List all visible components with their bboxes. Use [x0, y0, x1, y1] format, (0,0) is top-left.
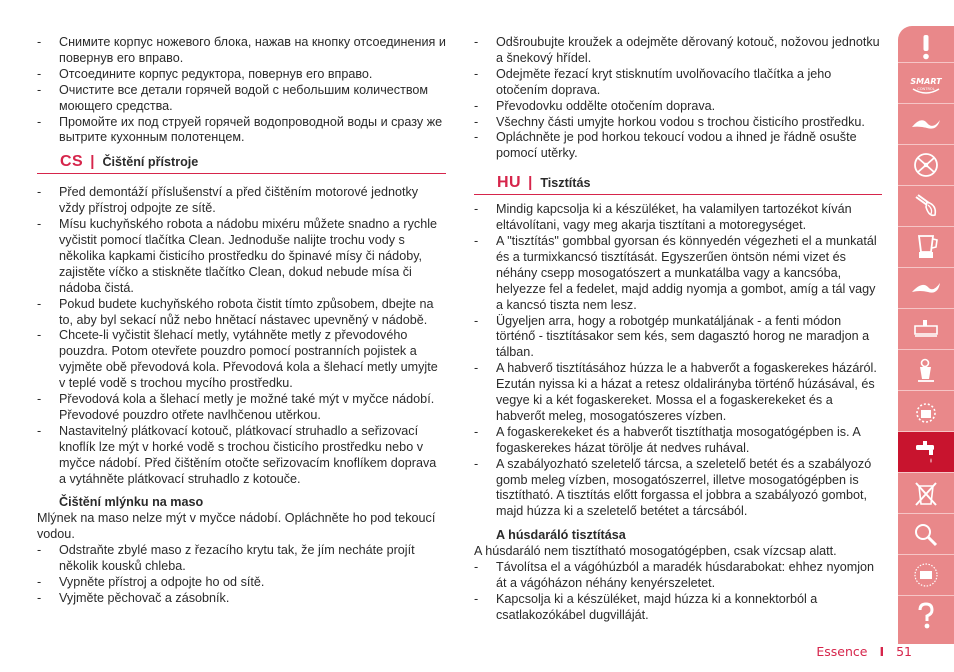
list-item: - Pokud budete kuchyňského robota čistit tímto způsobem, dbejte na to, aby byl sekací nůž nebo hnětací nástavec upevněný v nádobě. — [37, 297, 446, 329]
magnifier-icon — [909, 519, 943, 549]
list-item: - Odejměte řezací kryt stisknutím uvolňovacího tlačítka a jeho otočením doprava. — [474, 67, 882, 99]
list-item: - Odstraňte zbylé maso z řezacího krytu tak, že jím necháte projít několik kousků chleba. — [37, 543, 446, 575]
list-item: - Opláchněte je pod horkou tekoucí vodou a ihned je řádně osušte pomocí utěrky. — [474, 130, 882, 162]
tab-smart-control[interactable] — [898, 62, 954, 103]
tab-cleaning[interactable] — [898, 431, 954, 472]
list-item: - Kapcsolja ki a készüléket, majd húzza ki a konnektorból a csatlakozókábel dugvilláját. — [474, 592, 882, 624]
list-item: - Очистите все детали горячей водой с небольшим количеством моющего средства. — [37, 83, 446, 115]
list-item: - Vyjměte pěchovač a zásobník. — [37, 591, 446, 607]
cs-grinder-list — [37, 543, 446, 607]
tab-troubleshooting[interactable] — [898, 513, 954, 554]
cs-cleaning-list — [37, 185, 446, 487]
footer-separator: I — [879, 644, 885, 659]
page-number: 51 — [896, 644, 912, 659]
list-item: - Távolítsa el a vágóhúzból a maradék húsdarabokat: ehhez nyomjon át a vágóházon néhány kenyérszeletet. — [474, 560, 882, 592]
list-item: - Chcete-li vyčistit šlehací metly, vytáhněte metly z převodového pouzdra. Potom otevřete pouzdro pomocí postranních pojistek a vyjměte obě převodová kola. Převodová kola a šlehací metly umyjte v teplé vodě s trochou mycího prostředku. — [37, 328, 446, 392]
list-item: - Промойте их под струей горячей водопроводной воды и сразу же вытрите кухонным полотенцем. — [37, 115, 446, 147]
chapter-tab-sidebar — [898, 26, 954, 644]
cs-grinder-intro: Mlýnek na maso nelze mýt v myčce nádobí. Opláchněte ho pod tekoucí vodou. — [37, 511, 436, 542]
warranty-icon — [909, 560, 943, 590]
smart-control-icon — [909, 68, 943, 98]
tab-whisk-disc[interactable] — [898, 144, 954, 185]
tab-disposal[interactable] — [898, 472, 954, 513]
brand-name: Essence — [816, 644, 868, 659]
list-item: - Vypněte přístroj a odpojte ho od sítě. — [37, 575, 446, 591]
right-column — [474, 35, 882, 624]
smart-label: SMART — [910, 77, 942, 86]
cs-grinder-list-continued — [474, 35, 882, 162]
cleaning-tap-icon — [909, 437, 943, 467]
hu-grinder-list — [474, 560, 882, 624]
tab-blender-jug[interactable] — [898, 226, 954, 267]
list-item: - Nastavitelný plátkovací kotouč, plátkovací struhadlo a seřizovací knoflík lze mýt v horké vodě s trochou čisticího prostředku nebo v myčce nádobí. Před čištěním otočte seřizovacím knoflíkem doprava a vytáhněte plátkovací struhadlo z kotouče. — [37, 424, 446, 488]
hu-grinder-intro: A húsdaráló nem tisztítható mosogatógépben, csak vízcsap alatt. — [474, 544, 837, 559]
tab-safety[interactable] — [898, 26, 954, 67]
tab-blade[interactable] — [898, 103, 954, 144]
tab-kneading-hook[interactable] — [898, 267, 954, 308]
cs-section-header — [37, 154, 446, 174]
list-item: - Mindig kapcsolja ki a készüléket, ha valamilyen tartozékot kíván eltávolítani, vagy meg akarja tisztítani a motoregységet. — [474, 202, 882, 234]
slicer-icon — [909, 314, 943, 344]
tab-meat-grinder[interactable] — [898, 349, 954, 390]
list-item: - A "tisztítás" gombbal gyorsan és könnyedén végezheti el a munkatál és a turmixkancsó tisztítását. Egyszerűen öntsön némi vizet és néhány csepp mosogatószert a munkatálba vagy a kancsóba, helyezze fel a fedelet, majd addig nyomja a gombot, amíg a tál vagy a kancsó tiszta nem lesz. — [474, 234, 882, 314]
list-item: - Ügyeljen arra, hogy a robotgép munkatáljának - a fenti módon történő - tisztításakor sem kés, sem dagasztó horog ne maradjon a tálban. — [474, 314, 882, 362]
tab-whisk[interactable] — [898, 185, 954, 226]
disposal-icon — [909, 478, 943, 508]
left-column — [37, 35, 446, 607]
hu-section-header — [474, 175, 882, 195]
list-item: - Снимите корпус ножевого блока, нажав на кнопку отсоединения и повернув его вправо. — [37, 35, 446, 67]
blender-jug-icon — [909, 232, 943, 262]
storage-icon — [909, 396, 943, 426]
ru-cleaning-list — [37, 35, 446, 146]
tab-warranty[interactable] — [898, 554, 954, 595]
list-item: - Отсоедините корпус редуктора, повернув его вправо. — [37, 67, 446, 83]
list-item: - A habverő tisztításához húzza le a habverőt a fogaskerekes házáról. Ezután nyissa ki a házat a retesz oldalirányba történő húzásával, és vegye ki a két fogaskereket. Mossa el a fogaskerekeket és a habverőt meleg, mosogatószeres vízben. — [474, 361, 882, 425]
cs-grinder-subheading: Čištění mlýnku na maso — [59, 495, 204, 510]
blade-icon — [909, 109, 943, 139]
hu-cleaning-list — [474, 202, 882, 520]
tab-slicer[interactable] — [898, 308, 954, 349]
list-item: - Odšroubujte kroužek a odejměte děrovaný kotouč, nožovou jednotku a šnekový hřídel. — [474, 35, 882, 67]
list-item: - A szabályozható szeletelő tárcsa, a szeletelő betét és a szabályozó gomb meleg vízben, mosogatószerrel, illetve mosogatógépben is tisztítható. A tisztítás előtt forgassa el jobbra a szabályozó gombot, majd húzza ki a szeletelő betétet a tárcsából. — [474, 457, 882, 521]
cs-section-title: Čištění přístroje — [102, 155, 199, 170]
tab-faq[interactable] — [898, 595, 954, 636]
exclamation-icon — [909, 32, 943, 62]
tab-storage[interactable] — [898, 390, 954, 431]
meat-grinder-icon — [909, 355, 943, 385]
list-item: - Před demontáží příslušenství a před čištěním motorové jednotky vždy přístroj odpojte ze sítě. — [37, 185, 446, 217]
list-item: - Všechny části umyjte horkou vodou s trochou čisticího prostředku. — [474, 115, 882, 131]
kneading-hook-icon — [909, 273, 943, 303]
tab-recipes[interactable] — [898, 636, 954, 644]
page-footer — [816, 644, 912, 660]
hu-grinder-subheading: A húsdaráló tisztítása — [496, 528, 626, 543]
whisk-icon — [909, 191, 943, 221]
list-item: - A fogaskerekeket és a habverőt tisztíthatja mosogatógépben is. A fogaskerekes házat törölje át nedves ruhával. — [474, 425, 882, 457]
list-item: - Mísu kuchyňského robota a nádobu mixéru můžete snadno a rychle vyčistit pomocí tlačítka Clean. Jednoduše nalijte trochu vody s několika kapkami čisticího prostředku do špinavé mísy či nádoby, zajistěte víčko a stiskněte tlačítko Clean, dokud nebude mísa či nádoba čistá. — [37, 217, 446, 297]
header-separator: | — [90, 153, 95, 171]
header-separator: | — [528, 174, 533, 192]
list-item: - Převodová kola a šlehací metly je možné také mýt v myčce nádobí. Převodové pouzdro otřete navlhčenou utěrkou. — [37, 392, 446, 424]
control-label: CONTROL — [917, 87, 935, 91]
hu-language-code: HU — [497, 174, 522, 192]
question-icon — [909, 601, 943, 631]
cs-language-code: CS — [60, 153, 84, 171]
whisk-disc-icon — [909, 150, 943, 180]
hu-section-title: Tisztítás — [540, 176, 591, 191]
list-item: - Převodovku oddělte otočením doprava. — [474, 99, 882, 115]
